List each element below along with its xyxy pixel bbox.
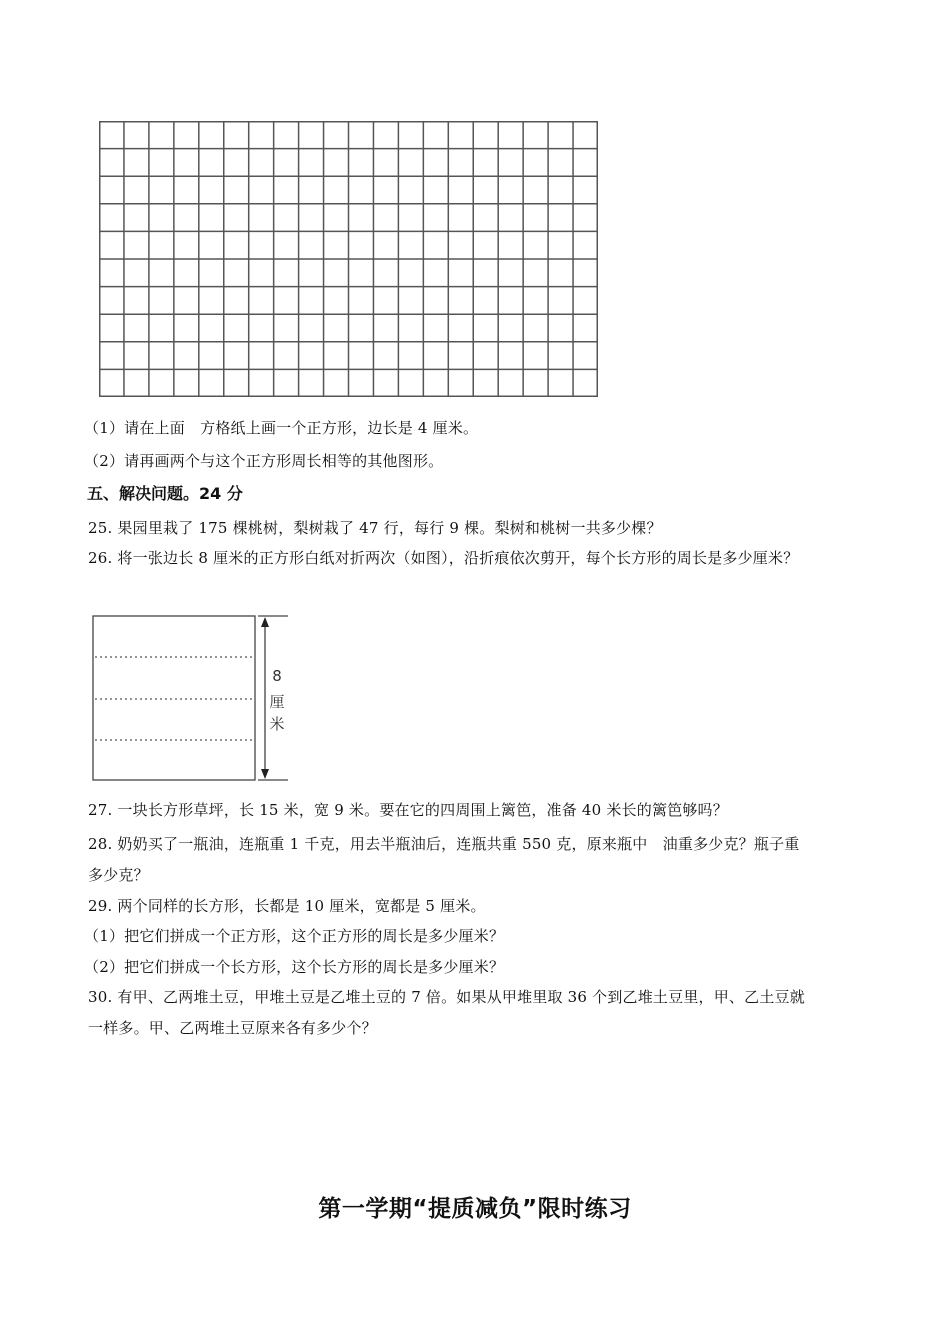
section-heading: 五、解决问题。24 分 [87,484,243,503]
question-27: 27. 一块长方形草坪，长 15 米，宽 9 米。要在它的四周围上篱笆，准备 40 米长的篱笆够吗？ [88,801,728,819]
question-28-line-2: 多少克？ [88,866,149,884]
grid-paper [99,121,598,397]
dimension-number: 8 [272,667,282,685]
question-26: 26. 将一张边长 8 厘米的正方形白纸对折两次（如图），沿折痕依次剪开，每个长方形的周长是多少厘米？ [88,549,799,567]
question-28-line-1: 28. 奶奶买了一瓶油，连瓶重 1 千克，用去半瓶油后，连瓶共重 550 克，原来瓶中 油重多少克？瓶子重 [88,835,800,853]
q24-part-2: （2）请再画两个与这个正方形周长相等的其他图形。 [84,452,444,470]
question-25: 25. 果园里栽了 175 棵桃树，梨树栽了 47 行，每行 9 棵。梨树和桃树一共多少棵？ [88,519,662,537]
question-29-part-1: （1）把它们拼成一个正方形，这个正方形的周长是多少厘米？ [84,927,505,945]
next-section-title: 第一学期“提质减负”限时练习 [318,1196,632,1222]
question-29-part-2: （2）把它们拼成一个长方形，这个长方形的周长是多少厘米？ [84,958,505,976]
q24-part-1: （1）请在上面 方格纸上画一个正方形，边长是 4 厘米。 [84,419,479,437]
figure-folded-square [85,605,305,790]
question-30-line-1: 30. 有甲、乙两堆土豆，甲堆土豆是乙堆土豆的 7 倍。如果从甲堆里取 36 个到乙堆土豆里，甲、乙土豆就 [88,988,805,1006]
question-30-line-2: 一样多。甲、乙两堆土豆原来各有多少个？ [88,1019,377,1037]
dimension-unit-char-1: 厘 [269,693,285,711]
question-29: 29. 两个同样的长方形，长都是 10 厘米，宽都是 5 厘米。 [88,897,486,915]
dimension-unit-char-2: 米 [269,715,285,733]
